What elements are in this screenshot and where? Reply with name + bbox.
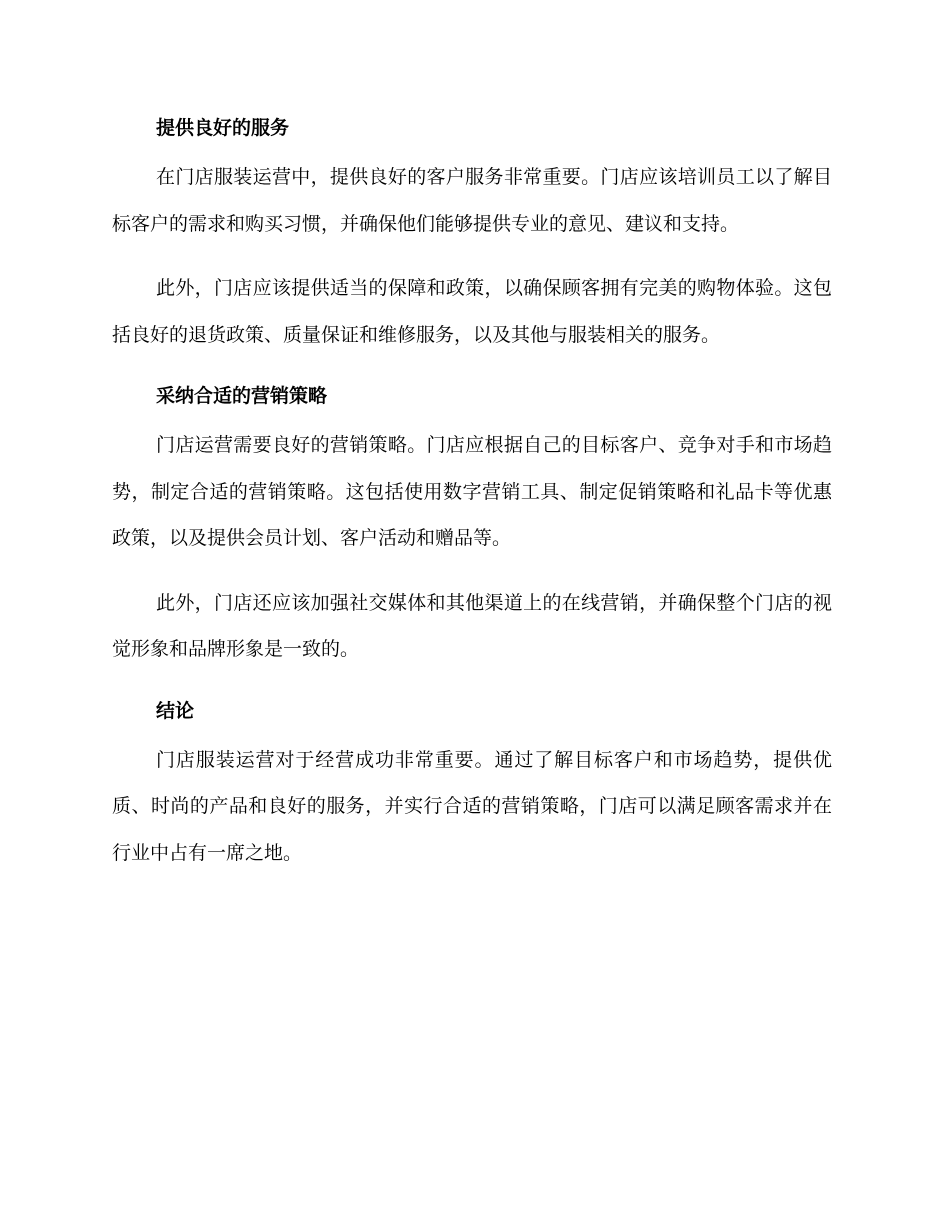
paragraph-marketing-online: 此外，门店还应该加强社交媒体和其他渠道上的在线营销，并确保整个门店的视觉形象和品牌形象是一致的。 xyxy=(112,591,832,660)
section-heading-conclusion: 结论 xyxy=(156,699,195,722)
document-body xyxy=(112,108,832,894)
paragraph-service-policy: 此外，门店应该提供适当的保障和政策，以确保顾客拥有完美的购物体验。这包括良好的退货政策、质量保证和维修服务，以及其他与服装相关的服务。 xyxy=(112,277,832,346)
paragraph-marketing-strategy: 门店运营需要良好的营销策略。门店应根据自己的目标客户、竞争对手和市场趋势，制定合适的营销策略。这包括使用数字营销工具、制定促销策略和礼品卡等优惠政策，以及提供会员计划、客户活动和赠品等。 xyxy=(112,434,832,549)
section-heading-service: 提供良好的服务 xyxy=(156,117,290,139)
paragraph-conclusion: 门店服装运营对于经营成功非常重要。通过了解目标客户和市场趋势，提供优质、时尚的产品和良好的服务，并实行合适的营销策略，门店可以满足顾客需求并在行业中占有一席之地。 xyxy=(112,748,832,864)
section-heading-marketing: 采纳合适的营销策略 xyxy=(156,385,328,407)
paragraph-service-training: 在门店服装运营中，提供良好的客户服务非常重要。门店应该培训员工以了解目标客户的需求和购买习惯，并确保他们能够提供专业的意见、建议和支持。 xyxy=(112,166,832,235)
